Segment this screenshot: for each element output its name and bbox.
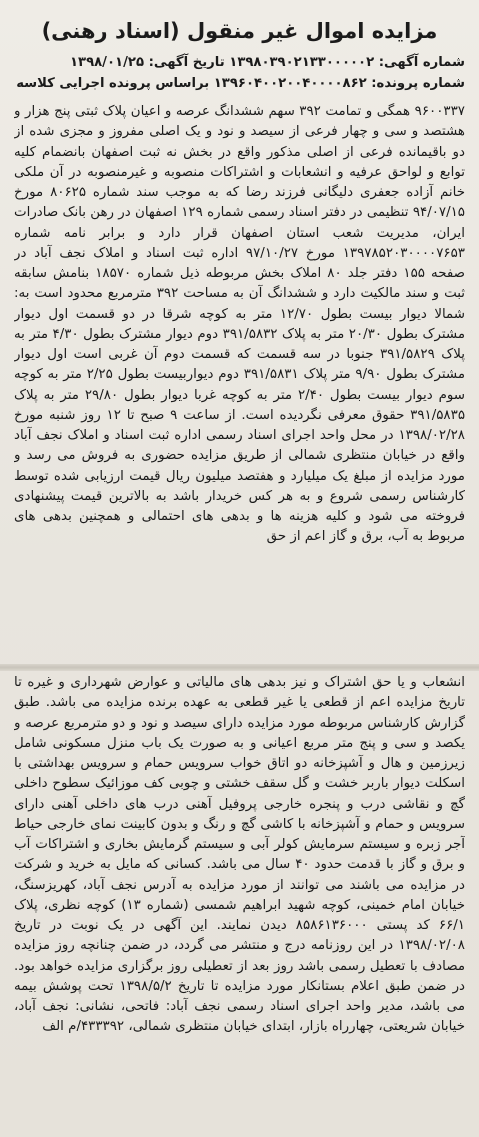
notice-paragraph-2: انشعاب و یا حق اشتراک و نیز بدهی های مالیاتی و عوارض شهرداری و غیره تا تاریخ مزایده اعم از قطعی یا غیر قطعی به عهده برنده مزایده می باشد. طبق گزارش کارشناس مربوطه مورد مزایده دارای سیصد و نود و دو مترمربع عرصه و یکصد و سی و پنج متر مربع اعیانی و به صورت یک باب منزل مسکونی شامل زیرزمین و هال و آشپزخانه دو اتاق خواب سرویس حمام و سرویس بهداشتی با اسکلت دیوار باربر خشت و گل سقف خشتی و چوبی کف موزائیک سطوح داخلی گچ و نقاشی درب و پنجره خارجی پروفیل آهنی درب های داخلی آهنی دارای سرویس و حمام و آشپزخانه با کاشی گچ و رنگ و بدون کابینت نمای خارجی حیاط آجر زبره و سیستم سرمایش کولر آبی و سیستم گرمایش بخاری و اشتراکات آب و برق و گاز با قدمت حدود ۴۰ سال می باشد. کسانی که مایل به خرید و شرکت در مزایده می باشند می توانند از مورد مزایده به آدرس نجف آباد، کهریزسنگ، خیابان امام خمینی، کوچه شهید ابراهیم شمسی (شماره ۱۳) کوچه نظری، پلاک ۶۶/۱ کد پستی ۸۵۸۶۱۳۶۰۰۰ دیدن نمایند. این آگهی در یک نوبت در تاریخ ۱۳۹۸/۰۲/۰۸ در این روزنامه درج و منتشر می گردد، در ضمن چنانچه روز مزایده مصادف با تعطیل رسمی باشد روز بعد از تعطیلی روز برگزاری مزایده خواهد بود. در ضمن طبق اعلام بستانکار مورد مزایده تا تاریخ ۱۳۹۸/۵/۲ تحت پوشش بیمه می باشد، مدیر واحد اجرای اسناد رسمی نجف آباد: فاتحی، نشانی: نجف آباد، خیابان شریعتی، چهارراه بازار، ابتدای خیابان منتظری شمالی، ۴۳۳۳۹۲/م الف: [14, 675, 465, 1035]
notice-body-bottom: [14, 671, 465, 1125]
notice-body-top: [14, 100, 465, 664]
ad-number-line: شماره آگهی: ۱۳۹۸۰۳۹۰۲۱۳۳۰۰۰۰۰۲ تاریخ آگهی: ۱۳۹۸/۰۱/۲۵: [69, 55, 465, 70]
paper-fold-divider: [0, 664, 479, 671]
notice-paragraph-1: ۹۶۰۰۳۳۷ همگی و تمامت ۳۹۲ سهم ششدانگ عرصه و اعیان پلاک ثبتی پنج هزار و هشتصد و سی و چهار فرعی از سیصد و نود و یک اصلی مفروز و مجزی شده از دو باقیمانده فرعی از اصلی مذکور واقع در بخش نه ثبت اصفهان بانضمام کلیه توابع و لواحق عرفیه و انشعابات و اشتراکات منصوبه و غیرمنصوبه در آن ملکی خانم آزاده جعفری دلیگانی فرزند رضا که به موجب سند شماره ۸۰۶۲۵ مورخ ۹۴/۰۷/۱۵ تنظیمی در دفتر اسناد رسمی شماره ۱۲۹ اصفهان در رهن بانک صادرات ایران، مدیریت شعب استان اصفهان قرار دارد و برابر نامه شماره ۱۳۹۷۸۵۲۰۳۰۰۰۰۷۶۵۳ مورخ ۹۷/۱۰/۲۷ اداره ثبت اسناد و املاک نجف آباد در صفحه ۱۵۵ دفتر جلد ۸۰ املاک بخش مربوطه ذیل شماره ۱۸۵۷۰ بنامش سابقه ثبت و سند مالکیت دارد و ششدانگ آن به مساحت ۳۹۲ مترمربع محدود است به: شمالا دیوار بیست بطول ۱۲/۷۰ متر به کوچه شرقا در دو قسمت اول دیوار مشترک بطول ۲۰/۳۰ متر به پلاک ۳۹۱/۵۸۳۲ دوم دیوار مشترک بطول ۴/۳۰ متر به پلاک ۳۹۱/۵۸۲۹ جنوبا در سه قسمت که قسمت دوم آن غربی است اول دیوار مشترک بطول ۹/۹۰ متر پلاک ۳۹۱/۵۸۳۱ دوم دیواربیست بطول ۲/۲۵ متر به کوچه سوم دیوار بیست بطول ۲/۴۰ متر به کوچه غربا دیوار بطول ۲۹/۸۰ متر به پلاک ۳۹۱/۵۸۳۵ حقوق معرفی نگردیده است. از ساعت ۹ صبح تا ۱۲ روز شنبه مورخ ۱۳۹۸/۰۲/۲۸ در محل واحد اجرای اسناد رسمی اداره ثبت اسناد و املاک نجف آباد واقع در خیابان منتظری شمالی از طریق مزایده حضوری به فروش می رسد و مورد مزایده از مبلغ یک میلیارد و هفتصد میلیون ریال قیمت ارزیابی شده توسط کارشناس رسمی شروع و به هر کس خریدار باشد به بالاترین قیمت پیشنهادی فروخته می شود و کلیه هزینه ها و بدهی های احتمالی و همچنین بدهی های مربوط به آب، برق و گاز اعم از حق: [14, 104, 465, 545]
notice-title: مزایده اموال غیر منقول (اسناد رهنی): [41, 19, 438, 43]
case-number-line: شماره پرونده: ۱۳۹۶۰۴۰۰۲۰۰۴۰۰۰۰۸۶۲ براساس پرونده اجرایی کلاسه: [16, 76, 465, 91]
